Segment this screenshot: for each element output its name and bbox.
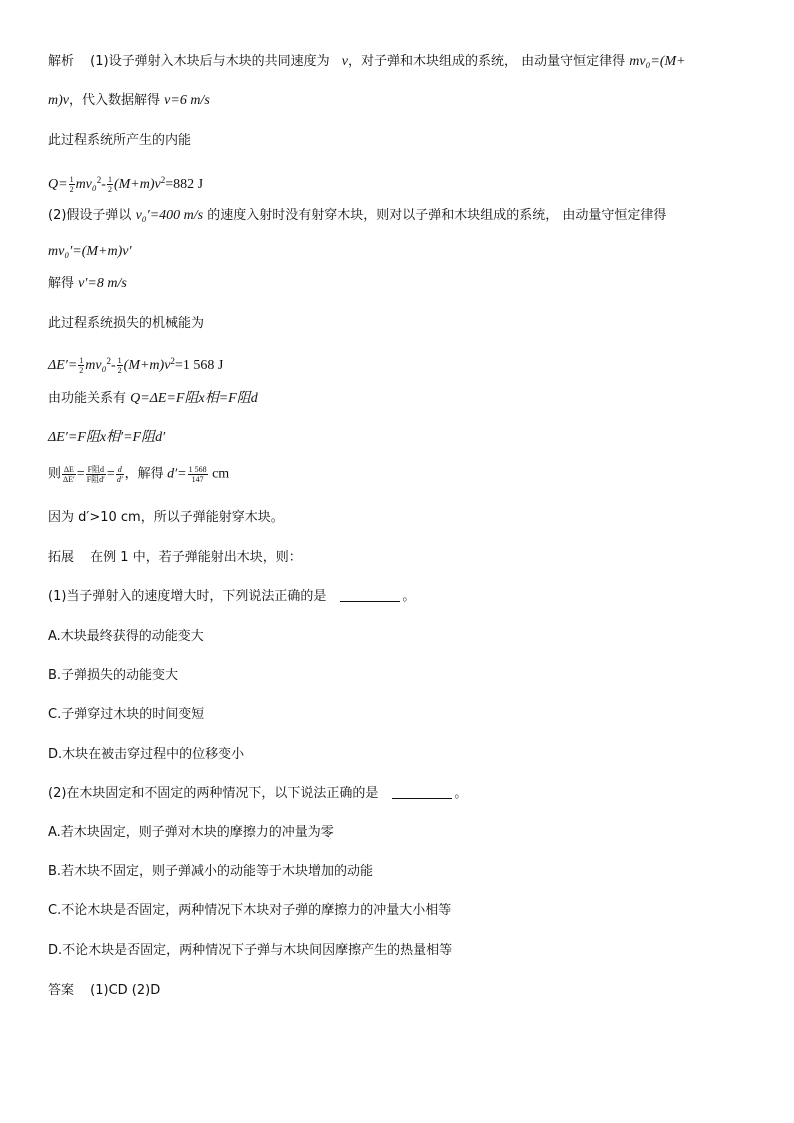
- solution-line-3: [48, 132, 191, 150]
- fraction: $\frac{1}{2}$: [79, 356, 84, 376]
- option-text: B.若木块不固定，则子弹减小的动能等于木块增加的动能: [48, 864, 374, 879]
- formula: (M+m)v: [123, 358, 171, 373]
- question-text: (2)在木块固定和不固定的两种情况下，以下说法正确的是: [48, 786, 379, 801]
- punctuation: 。: [402, 589, 416, 604]
- formula: (M+m)v: [113, 177, 161, 192]
- option-text: D.不论木块是否固定，两种情况下子弹与木块间因摩擦产生的热量相等: [48, 943, 453, 958]
- formula: =1 568 J: [174, 358, 224, 373]
- fraction: $\frac{d}{d'}$: [116, 465, 123, 484]
- extension-tag: 拓展: [48, 550, 75, 565]
- formula: =: [76, 466, 85, 482]
- formula: mv₀′=(M+m)v′: [48, 244, 132, 259]
- question-2: [48, 785, 467, 803]
- formula: v=6 m/s: [164, 93, 210, 108]
- solution-line-1: [48, 53, 686, 71]
- solution-line-7: [48, 275, 127, 293]
- solution-text: 则: [48, 466, 62, 482]
- answer-text: (1)CD (2)D: [90, 983, 161, 998]
- formula: v₀′=400 m/s: [135, 208, 204, 223]
- formula: mv₀: [85, 358, 107, 373]
- fraction: $\frac{\text{F阻d}}{\text{F阻d′}}$: [86, 465, 105, 484]
- formula: Q=ΔE=F阻x相=F阻d: [130, 391, 258, 406]
- q2-option-a: [48, 824, 334, 842]
- solution-text: ，代入数据解得: [69, 93, 161, 108]
- answer-tag: 答案: [48, 983, 75, 998]
- solution-text: ，解得: [124, 466, 164, 482]
- solution-line-4: [48, 171, 203, 194]
- solution-text: 解得: [48, 276, 75, 291]
- unit: cm: [212, 466, 230, 482]
- exponent: 2: [96, 175, 102, 185]
- fraction: $\frac{1}{2}$: [107, 175, 112, 195]
- q2-option-d: [48, 942, 452, 960]
- formula: -: [101, 177, 106, 192]
- formula: mv₀=(M+: [629, 54, 686, 69]
- extension-text: 在例 1 中，若子弹能射出木块，则：: [90, 550, 302, 565]
- formula: Q=: [48, 177, 68, 192]
- q1-option-c: [48, 706, 204, 724]
- formula: -: [110, 358, 116, 373]
- answer-blank: [392, 786, 452, 799]
- exponent: 2: [160, 175, 166, 185]
- solution-text: 因为 d′>10 cm，所以子弹能射穿木块。: [48, 510, 284, 525]
- question-text: (1)当子弹射入的速度增大时，下列说法正确的是: [48, 589, 327, 604]
- solution-line-9: [48, 352, 223, 375]
- solution-text: 由功能关系有: [48, 391, 127, 406]
- exponent: 2: [106, 356, 111, 366]
- solution-text: 此过程系统所产生的内能: [48, 133, 192, 148]
- solution-tag: 解析: [48, 54, 75, 69]
- option-text: D.木块在被击穿过程中的位移变小: [48, 747, 245, 762]
- solution-text: (2)假设子弹以: [48, 208, 132, 223]
- option-text: A.若木块固定，则子弹对木块的摩擦力的冲量为零: [48, 825, 334, 840]
- formula: v: [341, 54, 348, 69]
- option-text: C.不论木块是否固定，两种情况下木块对子弹的摩擦力的冲量大小相等: [48, 903, 452, 918]
- formula: ΔE′=: [48, 358, 78, 373]
- formula: d′=: [167, 466, 187, 482]
- extension-intro: [48, 549, 302, 567]
- option-text: A.木块最终获得的动能变大: [48, 629, 204, 644]
- answer-line: [48, 982, 160, 1000]
- solution-line-12: [48, 465, 229, 484]
- solution-line-13: [48, 509, 284, 527]
- fraction: $\frac{1}{2}$: [69, 175, 74, 195]
- solution-text: 的速度入射时没有射穿木块，则对以子弹和木块组成的系统， 由动量守恒定律得: [207, 208, 667, 223]
- q1-option-b: [48, 667, 178, 685]
- q2-option-b: [48, 863, 373, 881]
- punctuation: 。: [454, 786, 468, 801]
- formula: =882 J: [165, 177, 204, 192]
- answer-blank: [340, 589, 400, 602]
- solution-line-11: [48, 429, 165, 447]
- solution-text: 此过程系统损失的机械能为: [48, 316, 205, 331]
- solution-line-2: [48, 92, 210, 110]
- exponent: 2: [170, 356, 175, 366]
- solution-line-8: [48, 315, 204, 333]
- q1-option-d: [48, 746, 244, 764]
- solution-text: (1)设子弹射入木块后与木块的共同速度为: [90, 54, 330, 69]
- solution-text: ，对子弹和木块组成的系统， 由动量守恒定律得: [347, 54, 626, 69]
- q1-option-a: [48, 628, 204, 646]
- question-1: [48, 588, 415, 606]
- fraction: $\frac{1 568}{147}$: [188, 465, 207, 484]
- option-text: B.子弹损失的动能变大: [48, 668, 179, 683]
- formula: mv₀: [75, 177, 97, 192]
- solution-line-5: [48, 207, 666, 225]
- solution-line-10: [48, 390, 258, 408]
- fraction: $\frac{\Delta E}{\Delta E'}$: [63, 465, 75, 484]
- q2-option-c: [48, 902, 451, 920]
- option-text: C.子弹穿过木块的时间变短: [48, 707, 205, 722]
- formula: v′=8 m/s: [78, 276, 127, 291]
- formula: m)v: [48, 93, 69, 108]
- fraction: $\frac{1}{2}$: [117, 356, 122, 376]
- formula: =: [106, 466, 115, 482]
- formula: ΔE′=F阻x相′=F阻d′: [48, 430, 166, 445]
- solution-line-6: [48, 243, 132, 261]
